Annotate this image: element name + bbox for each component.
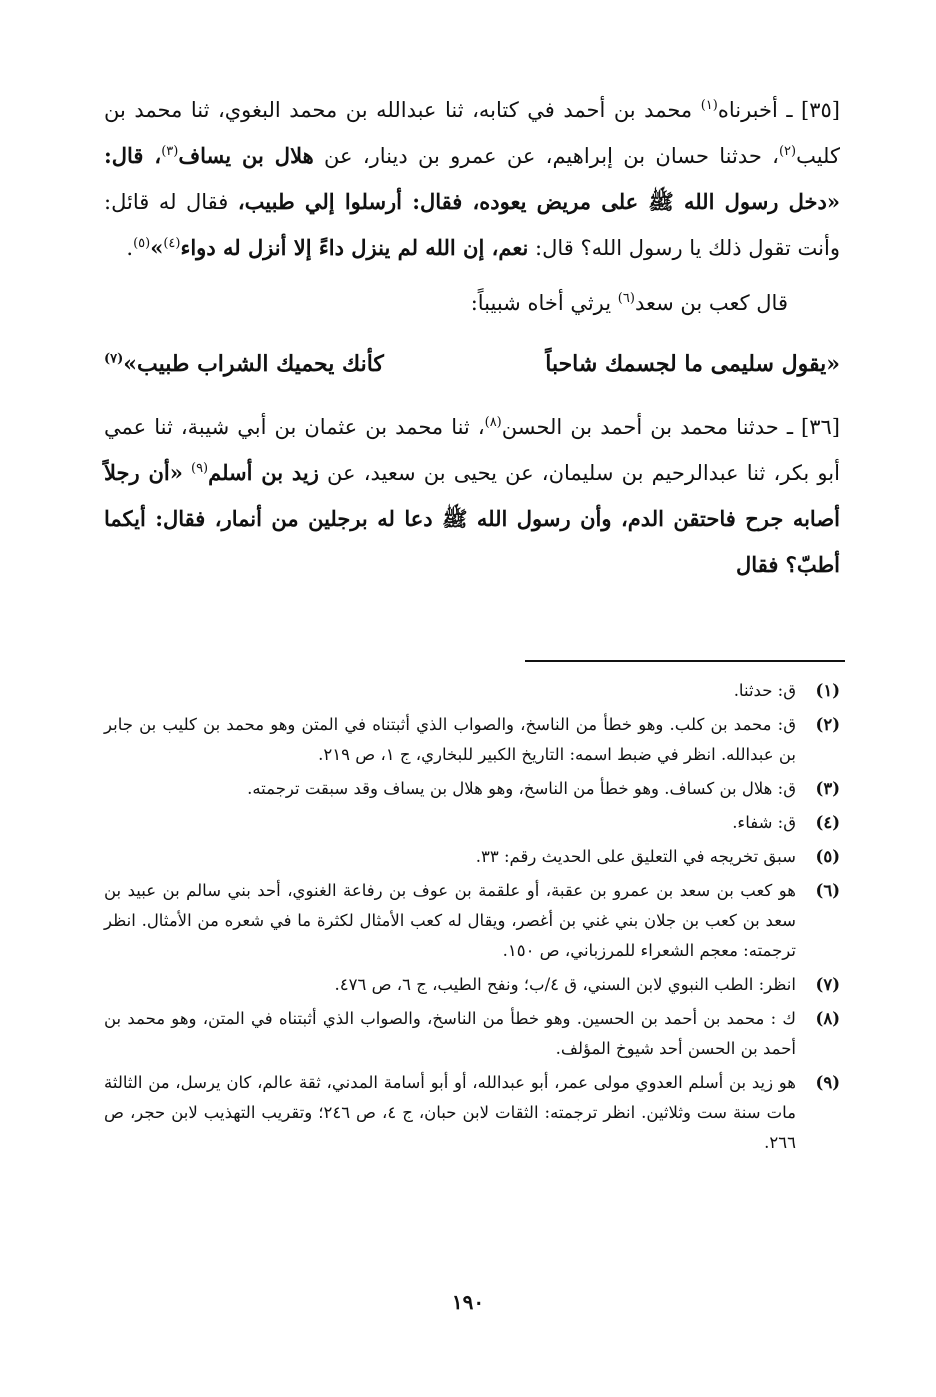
text-run: ، حدثنا حسان بن إبراهيم، عن عمرو بن دينار، عن	[313, 144, 779, 168]
verse-first-hemistich: «يقول سليمى ما لجسمك شاحباً	[545, 351, 840, 377]
narrator-name: هلال بن يساف	[178, 143, 314, 168]
footnote-number: (٣)	[815, 779, 840, 798]
footnote-text: انظر: الطب النبوي لابن السني، ق ٤/ب؛ ونفح الطيب، ج ٦، ص ٤٧٦.	[334, 975, 796, 994]
page-number: ١٩٠	[451, 1290, 485, 1314]
footnote	[104, 1004, 840, 1064]
footnote	[104, 970, 840, 1000]
narrator-name: زيد بن أسلم	[208, 460, 319, 485]
footnote	[104, 808, 840, 838]
footnote-number: (٦)	[815, 881, 840, 900]
text-run: ، قال:	[104, 143, 162, 168]
text-run: »	[150, 235, 164, 260]
text-run: [٣٦] ـ حدثنا محمد بن أحمد بن الحسن	[501, 415, 840, 439]
text-run: .	[126, 236, 134, 260]
footnote-ref: (٤)	[163, 236, 181, 251]
poem-intro	[104, 281, 840, 326]
footnote-number: (٨)	[815, 1009, 840, 1028]
footnote	[104, 842, 840, 872]
main-text	[104, 88, 840, 588]
footnote-ref: (٥)	[133, 236, 151, 251]
footnote-ref: (١)	[700, 98, 718, 113]
text-run: محمد بن أحمد في كتابه، ثنا عبدالله بن محمد البغوي، ثنا محمد بن كليب	[104, 98, 840, 168]
hadith-matn: «أن رجلاً أصابه جرح فاحتقن الدم، وأن رسول الله ﷺ دعا له برجلين من أنمار، فقال: أيكما أطبّ؟ فقال	[104, 460, 840, 577]
poem-verse	[104, 342, 840, 387]
footnote-text: ك : محمد بن أحمد بن الحسين. وهو خطأ من الناسخ، والصواب الذي أثبتناه في المتن، وهو محمد بن أحمد بن الحسن أحد شيوخ المؤلف.	[104, 1009, 796, 1058]
footnote-ref: (٣)	[161, 144, 179, 159]
footnote-number: (٤)	[815, 813, 840, 832]
hadith-35	[104, 88, 840, 271]
footnote-ref: (٧)	[104, 351, 124, 367]
hadith-matn: نعم، إن الله لم ينزل داءً إلا أنزل له دواء	[180, 235, 529, 260]
text-run: ، ثنا محمد بن عثمان بن أبي شيبة، ثنا عمي أبو بكر، ثنا عبدالرحيم بن سليمان، عن يحيى بن سعيد، عن	[104, 415, 840, 485]
footnote	[104, 676, 840, 706]
footnote-text: ق: حدثنا.	[733, 681, 796, 700]
footnote-divider	[525, 660, 845, 662]
footnotes	[104, 676, 840, 1162]
text-run: قال كعب بن سعد	[634, 291, 788, 315]
footnote-text: ق: محمد بن كلب. وهو خطأ من الناسخ، والصواب الذي أثبتناه في المتن وهو محمد بن كليب بن جابر بن عبدالله. انظر في ضبط اسمه: التاريخ الكبير للبخاري، ج ١، ص ٢١٩.	[104, 715, 796, 764]
footnote-number: (٩)	[815, 1073, 840, 1092]
footnote-text: سبق تخريجه في التعليق على الحديث رقم: ٣٣.	[475, 847, 796, 866]
footnote	[104, 710, 840, 770]
hadith-matn: «دخل رسول الله ﷺ على مريض يعوده، فقال: أرسلوا إلي طبيب،	[237, 189, 840, 214]
footnote-text: هو زيد بن أسلم العدوي مولى عمر، أبو عبدالله، أو أبو أسامة المدني، ثقة عالم، كان يرسل، من الثالثة مات سنة ست وثلاثين. انظر ترجمته: الثقات لابن حبان، ج ٤، ص ٢٤٦؛ وتقريب التهذيب لابن حجر، ص ٢٦٦.	[104, 1073, 796, 1152]
footnote-ref: (٨)	[484, 415, 502, 430]
text-run: يرثي أخاه شبيباً:	[470, 291, 618, 315]
footnote-ref: (٢)	[778, 144, 797, 159]
text-run: كأنك يحميك الشراب طبيب»	[123, 351, 384, 377]
footnote	[104, 876, 840, 966]
footnote-number: (٧)	[815, 975, 840, 994]
hadith-36	[104, 405, 840, 588]
text-run: [٣٥] ـ أخبرناه	[717, 98, 840, 122]
footnote-number: (٢)	[815, 715, 840, 734]
verse-second-hemistich	[104, 342, 384, 387]
footnote-text: ق: شفاء.	[732, 813, 796, 832]
footnote-number: (١)	[815, 681, 840, 700]
footnote	[104, 1068, 840, 1158]
footnote-number: (٥)	[815, 847, 840, 866]
text-run: فقال له قائل: وأنت تقول ذلك يا رسول الله؟ قال:	[104, 190, 840, 260]
footnote	[104, 774, 840, 804]
text-run	[183, 461, 191, 485]
footnote-ref: (٩)	[190, 461, 209, 476]
footnote-ref: (٦)	[617, 291, 635, 306]
footnote-text: ق: هلال بن كساف. وهو خطأ من الناسخ، وهو هلال بن يساف وقد سبقت ترجمته.	[247, 779, 796, 798]
footnote-text: هو كعب بن سعد بن عمرو بن عقبة، أو علقمة بن عوف بن رفاعة الغنوي، أحد بني سالم بن عبيد بن سعد بن كعب بن جلان بني غني بن أغصر، ويقال له كعب الأمثال لكثرة ما في شعره من الأمثال. انظر ترجمته: معجم الشعراء للمرزباني، ص ١٥٠.	[104, 881, 796, 960]
